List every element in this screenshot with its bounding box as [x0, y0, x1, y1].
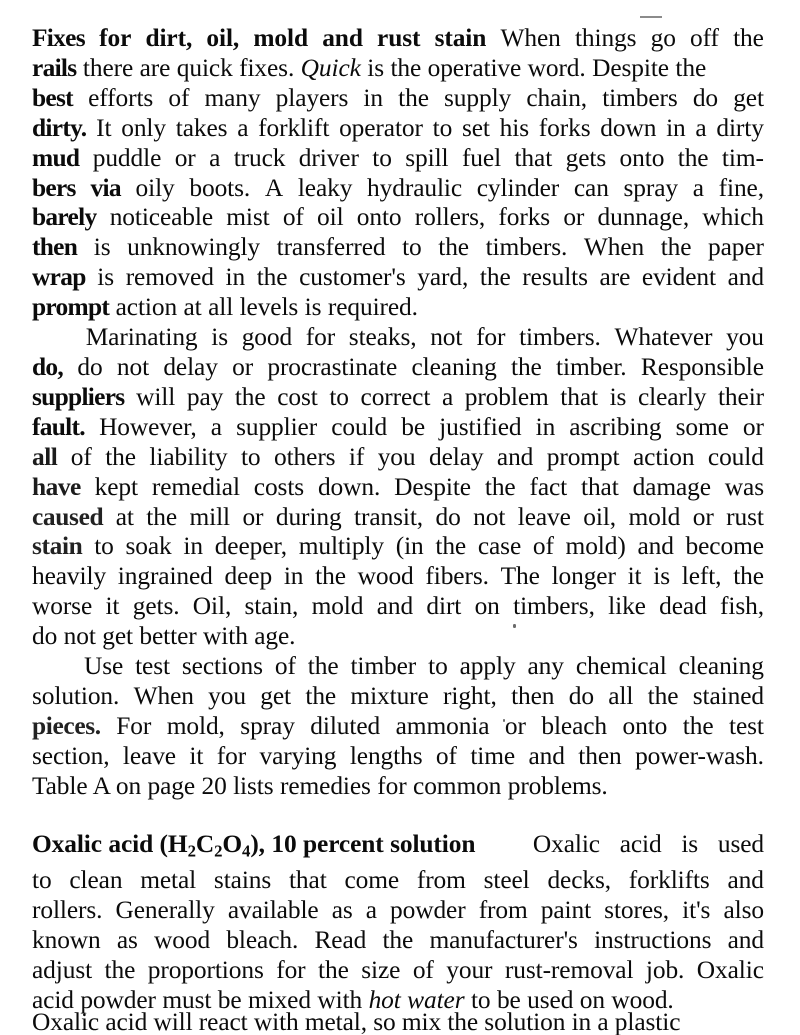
- emphasis-quick: Quick: [300, 53, 361, 82]
- text-line: heavily ingrained deep in the wood fibers. The longer it is left, the: [32, 562, 764, 591]
- paragraph-oxalic-acid: [32, 830, 764, 1016]
- first-line-indent: [32, 652, 72, 682]
- section-spacer: [32, 802, 764, 830]
- text-line: adjust the proportions for the size of your rust-removal job. Oxalic: [32, 955, 764, 984]
- text-line: have kept remedial costs down. Despite the fact that damage was: [32, 472, 764, 501]
- text-line: pieces. For mold, spray diluted ammonia or bleach onto the test: [32, 711, 764, 740]
- text-line: rollers. Generally available as a powder from paint stores, it's also: [32, 896, 764, 925]
- clipped-line-text: Oxalic acid will react with metal, so mix the solution in a plastic: [32, 1012, 681, 1035]
- text-line: fault. However, a supplier could be justified in ascribing some or: [32, 412, 764, 441]
- text-line: mud puddle or a truck driver to spill fuel that gets onto the tim-: [32, 143, 764, 172]
- text-line: best efforts of many players in the supply chain, timbers do get: [32, 83, 764, 112]
- line-text: acid powder must be mixed with hot water to be used on wood.: [32, 985, 674, 1014]
- text-line-last: [32, 622, 764, 652]
- text-line: bers via oily boots. A leaky hydraulic cylinder can spray a fine,: [32, 173, 764, 202]
- text-line: Oxalic acid $(H_2C_2O_4)$, 10 percent solution Oxalic acid is used: [32, 830, 764, 867]
- first-line-indent: [32, 323, 72, 353]
- text-line: solution. When you get the mixture right, then do all the stained: [32, 681, 764, 710]
- line-text: rails there are quick fixes. Quick is the operative word. Despite the: [32, 53, 707, 82]
- line-text: action at all levels is required.: [115, 293, 418, 322]
- subscript-4: 4: [242, 841, 251, 861]
- text-line: do, do not delay or procrastinate cleaning the timber. Responsible: [32, 352, 764, 381]
- body-text-column: [32, 0, 764, 1016]
- text-line: Use test sections of the timber to apply any chemical cleaning: [32, 652, 764, 682]
- text-line: suppliers will pay the cost to correct a problem that is clearly their: [32, 382, 764, 411]
- heading-text: Oxalic acid (H: [32, 829, 188, 858]
- text-line: dirty. It only takes a forklift operator to set his forks down in a dirty: [32, 113, 764, 142]
- paragraph-test-sections: [32, 652, 764, 802]
- run-in-heading-oxalic: [32, 830, 475, 867]
- line-text: do not get better with age.: [32, 622, 296, 651]
- text-line: Fixes for dirt, oil, mold and rust stain When things go off the: [32, 24, 764, 52]
- subscript-2b: 2: [214, 841, 223, 861]
- scan-artifact-speck: [503, 719, 505, 722]
- text-line: all of the liability to others if you delay and prompt action could: [32, 442, 764, 471]
- heading-text: O: [222, 829, 243, 858]
- text-line: barely noticeable mist of oil onto rollers, forks or dunnage, which: [32, 203, 764, 232]
- paragraph-fixes: [32, 24, 764, 323]
- subscript-2a: 2: [187, 841, 196, 861]
- text-line: section, leave it for varying lengths of time and then power-wash.: [32, 741, 764, 770]
- line-text: Table A on page 20 lists remedies for common problems.: [32, 771, 608, 800]
- text-line: [32, 54, 764, 84]
- text-line-last: [32, 772, 764, 802]
- text-line: caused at the mill or during transit, do not leave oil, mold or rust: [32, 502, 764, 531]
- scan-artifact-speck: [513, 624, 516, 628]
- text-line: Marinating is good for steaks, not for timbers. Whatever you: [32, 323, 764, 353]
- paragraph-marinating: [32, 323, 764, 652]
- text-line: stain to soak in deeper, multiply (in the case of mold) and become: [32, 532, 764, 561]
- text-line-last: [32, 293, 764, 323]
- emphasis-hot-water: hot water: [368, 985, 465, 1014]
- clipped-bottom-line: [32, 1012, 768, 1035]
- run-in-gap: [495, 830, 513, 867]
- heading-text: C: [195, 829, 215, 858]
- text-line: known as wood bleach. Read the manufacturer's instructions and: [32, 925, 764, 954]
- text-line: worse it gets. Oil, stain, mold and dirt on timbers, like dead fish,: [32, 592, 764, 621]
- heading-text: ), 10 percent solution: [250, 829, 476, 858]
- text-line: then is unknowingly transferred to the timbers. When the paper: [32, 233, 764, 262]
- line-lead: prompt: [32, 293, 110, 322]
- text-line: to clean metal stains that come from steel decks, forklifts and: [32, 866, 764, 895]
- text-line: wrap is removed in the customer's yard, the results are evident and: [32, 263, 764, 292]
